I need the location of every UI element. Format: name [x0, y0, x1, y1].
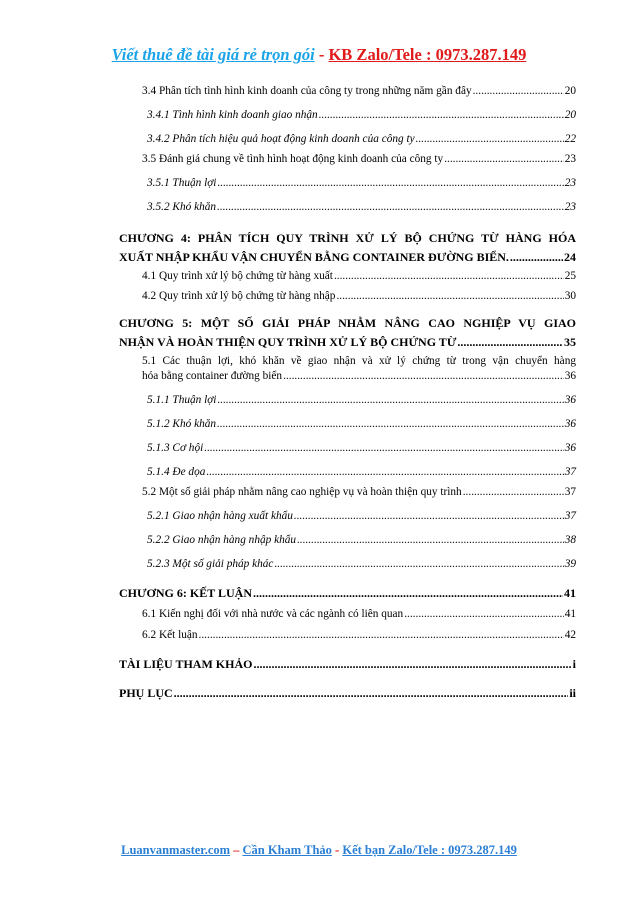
toc-page-number: 36 [564, 394, 576, 406]
toc-entry-5-1-3 [119, 441, 576, 456]
toc-page-number: 42 [564, 629, 576, 641]
header-separator: - [314, 45, 329, 64]
toc-entry-text: 5.2 Một số giải pháp nhằm nâng cao nghiệp vụ và hoàn thiện quy trình [142, 486, 462, 498]
toc-page-number: 39 [564, 558, 576, 570]
toc-page-number: 23 [564, 153, 576, 165]
toc-page-number: 23 [564, 201, 576, 213]
page-footer [0, 843, 638, 858]
toc-page-number: 36 [564, 418, 576, 430]
toc-page-number: 22 [564, 133, 576, 145]
toc-entry-5-2-2 [119, 533, 576, 548]
toc-entry-4-1 [119, 269, 576, 284]
toc-entry-4-2 [119, 289, 576, 304]
table-of-contents [119, 84, 576, 701]
toc-entry-6-2 [119, 628, 576, 643]
toc-entry-5-2 [119, 485, 576, 500]
toc-appendix [119, 686, 576, 701]
toc-entry-text: 5.1.2 Khó khăn [147, 418, 217, 430]
footer-name-link[interactable]: Cần Kham Thảo [242, 843, 332, 857]
toc-entry-5-1-1 [119, 393, 576, 408]
toc-page-number: 20 [564, 85, 576, 97]
toc-entry-text: 4.1 Quy trình xử lý bộ chứng từ hàng xuất [142, 270, 333, 282]
toc-entry-text: 5.2.1 Giao nhận hàng xuất khẩu [147, 510, 293, 522]
toc-page-number: i [572, 657, 576, 671]
toc-entry-3-5-1 [119, 176, 576, 191]
toc-entry-6-1 [119, 607, 576, 622]
toc-entry-3-5-2 [119, 200, 576, 215]
toc-page-number: 37 [564, 466, 576, 478]
toc-page-number: 41 [564, 608, 576, 620]
toc-entry-5-1-2 [119, 417, 576, 432]
toc-entry-text: 3.5.2 Khó khăn [147, 201, 217, 213]
toc-page-number: 41 [564, 586, 576, 600]
toc-entry-text: 4.2 Quy trình xử lý bộ chứng từ hàng nhập [142, 290, 336, 302]
toc-entry-3-4 [119, 84, 576, 99]
toc-page-number: 20 [564, 109, 576, 121]
toc-page-number: 25 [564, 270, 576, 282]
footer-site-link[interactable]: Luanvanmaster.com [121, 843, 231, 857]
toc-entry-3-4-1 [119, 108, 576, 123]
toc-page-number: 37 [564, 510, 576, 522]
toc-chapter-6 [119, 586, 576, 601]
toc-page-number: 36 [564, 442, 576, 454]
toc-entry-3-5 [119, 152, 576, 167]
toc-entry-text: 3.5.1 Thuận lợi [147, 177, 217, 189]
header-service-link[interactable]: Viết thuê đề tài giá rẻ trọn gói [111, 45, 315, 64]
toc-page-number: 24 [564, 250, 576, 264]
toc-chapter-5 [119, 314, 576, 352]
toc-entry-text: 3.4 Phân tích tình hình kinh doanh của công ty trong những năm gần đây [142, 85, 472, 97]
footer-dash: – [230, 843, 243, 857]
toc-entry-text: 3.4.1 Tình hình kinh doanh giao nhận [147, 109, 318, 121]
toc-chapter-title-line: NHẬN VÀ HOÀN THIỆN QUY TRÌNH XỬ LÝ BỘ CHỨNG TỪ [119, 335, 457, 349]
header-contact-link[interactable]: KB Zalo/Tele : 0973.287.149 [328, 45, 527, 64]
toc-page-number: 36 [564, 370, 576, 382]
toc-chapter-title-line: CHƯƠNG 5: MỘT SỐ GIẢI PHÁP NHẰM NÂNG CAO NGHIỆP VỤ GIAO [119, 316, 576, 330]
footer-separator: - [331, 843, 343, 857]
toc-entry-5-1-4 [119, 465, 576, 480]
toc-chapter-title-line: TÀI LIỆU THAM KHẢO [119, 657, 253, 671]
toc-entry-3-4-2 [119, 132, 576, 147]
toc-entry-text: 5.1.4 Đe dọa [147, 466, 206, 478]
toc-entry-text: 5.1.3 Cơ hội [147, 442, 204, 454]
toc-entry-text: 5.1 Các thuận lợi, khó khăn về giao nhận và xử lý chứng từ trong vận chuyển hàng [142, 355, 576, 367]
toc-entry-text: 3.5 Đánh giá chung về tình hình hoạt động kinh doanh của công ty [142, 153, 444, 165]
toc-page-number: 23 [564, 177, 576, 189]
toc-chapter-title-line: XUẤT NHẬP KHẨU VẬN CHUYỂN BẰNG CONTAINER ĐƯỜNG BIỂN. [119, 250, 509, 264]
toc-page-number: 30 [564, 290, 576, 302]
toc-entry-text: 5.1.1 Thuận lợi [147, 394, 217, 406]
toc-entry-5-1 [119, 354, 576, 384]
toc-entry-5-2-1 [119, 509, 576, 524]
toc-chapter-title-line: PHỤ LỤC [119, 686, 173, 700]
toc-chapter-title-line: CHƯƠNG 6: KẾT LUẬN [119, 586, 253, 600]
toc-entry-text: 6.2 Kết luận [142, 629, 198, 641]
toc-chapter-title-line: CHƯƠNG 4: PHÂN TÍCH QUY TRÌNH XỬ LÝ BỘ CHỨNG TỪ HÀNG HÓA [119, 231, 576, 245]
toc-page-number: 38 [564, 534, 576, 546]
toc-references [119, 657, 576, 672]
toc-entry-5-2-3 [119, 557, 576, 572]
toc-entry-text: 3.4.2 Phân tích hiệu quả hoạt động kinh doanh của công ty [147, 133, 415, 145]
toc-entry-text: hóa bằng container đường biển [142, 370, 283, 382]
toc-entry-text: 5.2.2 Giao nhận hàng nhập khẩu [147, 534, 297, 546]
page-header [0, 45, 638, 65]
toc-page-number: 37 [564, 486, 576, 498]
toc-entry-text: 5.2.3 Một số giải pháp khác [147, 558, 274, 570]
toc-page-number: 35 [564, 335, 576, 349]
toc-entry-text: 6.1 Kiến nghị đối với nhà nước và các ngành có liên quan [142, 608, 404, 620]
footer-contact-link[interactable]: Kết bạn Zalo/Tele : 0973.287.149 [342, 843, 517, 857]
toc-page-number: ii [569, 686, 576, 700]
toc-chapter-4 [119, 229, 576, 267]
